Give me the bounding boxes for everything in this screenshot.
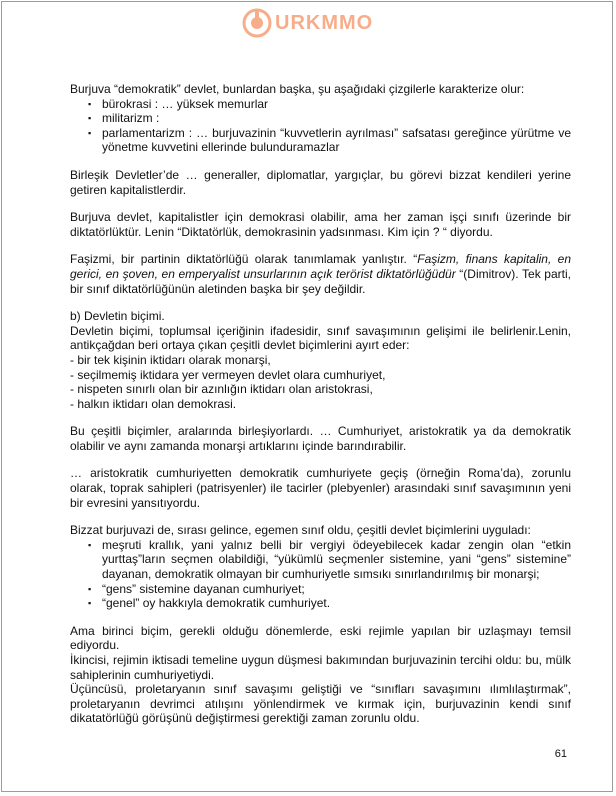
document-page [1, 1, 613, 792]
list-item: ▪ bürokrasi : … yüksek memurlar [70, 97, 571, 112]
fascism-text-end: “(Dimitrov). Tek parti, bir sınıf diktatörlüğünün aletinden başka bir şey değildir. [70, 266, 571, 296]
list-item: ▪ “genel” oy hakkıyla demokratik cumhuriyet. [70, 596, 571, 611]
list-item: - halkın iktidarı olan demokrasi. [70, 396, 237, 411]
list-item: ▪ meşruti krallık, yani yalnız belli bir vergiyi ödeyebilecek kadar zengin olan “etkin yurttaş”ların seçmen olabildiği, “yükümlü seçmenler sistemine, yani “gens” sistemine” dayanan, demokratik olmayan bir cumhuriyetle sımsıkı sınırlandırılmış bir monarşi; [70, 538, 571, 582]
paragraph-us: Birleşik Devletler’de … generaller, diplomatlar, yargıçlar, bu görevi bizzat kendileri yerine getiren kapitalistlerdir. [70, 167, 571, 197]
watermark [242, 8, 373, 38]
closing-paragraph-1: Ama birinci biçim, gerekli olduğu dönemlerde, eski rejimle yapılan bir uzlaşmayı temsil ediyordu. [70, 623, 571, 653]
list-item: ▪ “gens” sistemine dayanan cumhuriyet; [70, 582, 571, 597]
intro-bullet-list [70, 97, 571, 155]
page-content [70, 82, 571, 726]
paragraph-lenin: Burjuva devlet, kapitalistler için demokrasi olabilir, ama her zaman işçi sınıfı üzerinde bir diktatörlüktür. Lenin “Diktatörlük, demokrasinin yadsınması. Kim için ? “ diyordu. [70, 210, 571, 239]
section-heading: b) Devletin biçimi. [70, 309, 165, 324]
list-item: ▪ parlamentarizm : … burjuvazinin “kuvvetlerin ayrılması” safsatası gereğince yürütme ve yönetme kuvvetini ellerinde bulunduramazlar [70, 126, 571, 155]
closing-paragraph-2: İkincisi, rejimin iktisadi temeline uygun düşmesi bakımından burjuvazinin tercihi oldu: bu, mülk sahiplerinin cumhuriyetiydi. [70, 653, 571, 682]
paragraph-fascism [70, 252, 571, 296]
list-item: - seçilmemiş iktidara yer vermeyen devlet olara cumhuriyet, [70, 367, 386, 382]
paragraph-bourgeoisie: Bizzat burjuvazi de, sırası gelince, egemen sınıf oldu, çeşitli devlet biçimlerini uyguladı: [70, 523, 531, 538]
paragraph-forms: Devletin biçimi, toplumsal içeriğinin ifadesidir, sınıf savaşımının gelişimi ile belirlenir.Lenin, antikçağdan beri ortaya çıkan çeşitli devlet biçimlerini ayırt eder: [70, 323, 571, 353]
watermark-text: URKMMO [275, 11, 374, 34]
fascism-text-start: Faşizmi, bir partinin diktatörlüğü olarak tanımlamak yanlıştır. “ [70, 252, 418, 267]
forms-list [70, 353, 571, 411]
closing-paragraph-3: Üçüncüsü, proletaryanın sınıf savaşımı geliştiği ve “sınıfları savaşımını ılımlılaştırmak”, proletaryanın devrimci atılışını yönlendirmek ve kırmak için, burjuvazinin kendi sınıf dikatatörlüğü görüşünü değiştirmesi gerektiği zaman zorunlu oldu. [70, 682, 571, 726]
list-item: ▪ militarizm : [70, 111, 571, 126]
list-item: - nispeten sınırlı olan bir azınlığın iktidarı olan aristokrasi, [70, 382, 373, 397]
bourgeoisie-bullet-list [70, 538, 571, 611]
intro-paragraph: Burjuva “demokratik” devlet, bunlardan başka, şu aşağıdaki çizgilerle karakterize olur: [70, 82, 525, 96]
list-item: - bir tek kişinin iktidarı olarak monarşi, [70, 352, 271, 367]
watermark-logo-icon [242, 8, 272, 38]
fascism-quote: Faşizm, finans kapitalin, en gerici, en şoven, en emperyalist unsurlarının açık terörist diktatörlüğüdür [70, 252, 572, 281]
paragraph-rome: … aristokratik cumhuriyetten demokratik cumhuriyete geçiş (örneğin Roma’da), zorunlu olarak, toprak sahipleri (patrisyenler) ile tacirler (plebyenler) arasındaki sınıf savaşımının yeni bir evresini yansıtıyordu. [70, 466, 571, 510]
page-number: 61 [554, 748, 567, 760]
paragraph-combine: Bu çeşitli biçimler, aralarında birleşiyorlardı. … Cumhuriyet, aristokratik ya da demokratik olabilir ve aynı zamanda monarşi artıklarını içinde barındırabilir. [70, 424, 571, 453]
